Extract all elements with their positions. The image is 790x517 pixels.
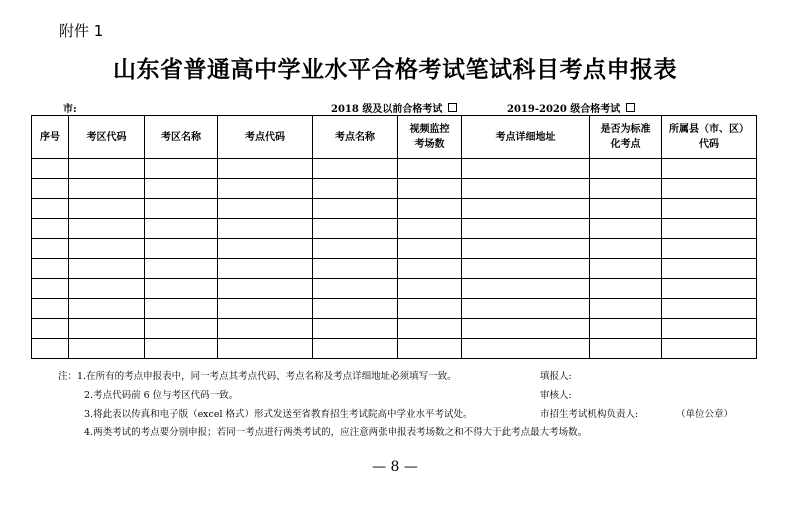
- application-table: [31, 115, 757, 359]
- table-cell[interactable]: [662, 199, 757, 219]
- table-cell[interactable]: [313, 319, 398, 339]
- table-cell[interactable]: [662, 339, 757, 359]
- table-cell[interactable]: [313, 179, 398, 199]
- table-cell[interactable]: [145, 179, 218, 199]
- column-header-text: 序号: [40, 131, 60, 143]
- table-cell[interactable]: [145, 339, 218, 359]
- note-1: 注：1.在所有的考点申报表中，同一考点其考点代码、考点名称及考点详细地址必须填写一致。: [58, 371, 457, 382]
- table-cell[interactable]: [218, 339, 313, 359]
- table-cell[interactable]: [462, 339, 590, 359]
- column-header-text: 考区名称: [161, 131, 201, 143]
- table-cell[interactable]: [32, 319, 69, 339]
- table-cell[interactable]: [32, 339, 69, 359]
- table-row: [32, 339, 757, 359]
- table-cell[interactable]: [662, 279, 757, 299]
- table-cell[interactable]: [218, 159, 313, 179]
- checkbox-2018[interactable]: [448, 103, 457, 112]
- column-header-text: 考点代码: [245, 131, 285, 143]
- checkbox-2019[interactable]: [626, 103, 635, 112]
- table-cell[interactable]: [313, 339, 398, 359]
- page-number: — 8 —: [372, 459, 418, 475]
- table-cell[interactable]: [32, 279, 69, 299]
- table-cell[interactable]: [462, 159, 590, 179]
- column-header-text: 考点详细地址: [495, 131, 556, 143]
- table-cell[interactable]: [398, 319, 462, 339]
- table-cell[interactable]: [590, 159, 662, 179]
- table-cell[interactable]: [69, 159, 145, 179]
- table-row: [32, 299, 757, 319]
- column-header-2: [145, 116, 218, 159]
- table-cell[interactable]: [32, 199, 69, 219]
- table-cell[interactable]: [145, 199, 218, 219]
- table-cell[interactable]: [462, 179, 590, 199]
- table-cell[interactable]: [662, 299, 757, 319]
- table-cell[interactable]: [462, 279, 590, 299]
- table-cell[interactable]: [590, 239, 662, 259]
- table-cell[interactable]: [398, 299, 462, 319]
- table-cell[interactable]: [218, 239, 313, 259]
- table-row: [32, 219, 757, 239]
- table-cell[interactable]: [69, 299, 145, 319]
- table-cell[interactable]: [398, 219, 462, 239]
- column-header-4: [313, 116, 398, 159]
- table-cell[interactable]: [398, 279, 462, 299]
- table-cell[interactable]: [145, 159, 218, 179]
- table-cell[interactable]: [32, 239, 69, 259]
- table-cell[interactable]: [145, 299, 218, 319]
- reviewer-label: 审核人:: [540, 390, 572, 401]
- column-header-text: 考点名称: [335, 131, 375, 143]
- table-row: [32, 319, 757, 339]
- note-4: 4.两类考试的考点要分别申报；若同一考点进行两类考试的，应注意两张申报表考场数之和不得大于此考点最大考场数。: [84, 427, 588, 438]
- table-row: [32, 279, 757, 299]
- table-cell[interactable]: [462, 199, 590, 219]
- table-cell[interactable]: [218, 319, 313, 339]
- table-cell[interactable]: [69, 239, 145, 259]
- option-2018-label: 2018 级及以前合格考试: [331, 104, 443, 115]
- table-cell[interactable]: [145, 219, 218, 239]
- column-header-text: 化考点: [610, 139, 641, 150]
- table-cell[interactable]: [32, 259, 69, 279]
- table-cell[interactable]: [398, 259, 462, 279]
- table-cell[interactable]: [218, 219, 313, 239]
- table-cell[interactable]: [590, 339, 662, 359]
- table-cell[interactable]: [590, 199, 662, 219]
- table-cell[interactable]: [398, 159, 462, 179]
- table-cell[interactable]: [313, 159, 398, 179]
- column-header-text: 视频监控: [409, 124, 450, 135]
- table-cell[interactable]: [32, 179, 69, 199]
- table-cell[interactable]: [662, 259, 757, 279]
- table-cell[interactable]: [398, 339, 462, 359]
- table-row: [32, 159, 757, 179]
- table-cell[interactable]: [590, 299, 662, 319]
- table-cell[interactable]: [462, 319, 590, 339]
- table-cell[interactable]: [32, 219, 69, 239]
- column-header-5: [398, 116, 462, 159]
- table-cell[interactable]: [145, 259, 218, 279]
- column-header-3: [218, 116, 313, 159]
- table-cell[interactable]: [218, 279, 313, 299]
- option-2019-label: 2019-2020 级合格考试: [507, 104, 621, 115]
- note-3: 3.将此表以传真和电子版（excel 格式）形式发送至省教育招生考试院高中学业水平考试处。: [84, 409, 473, 420]
- table-row: [32, 199, 757, 219]
- table-cell[interactable]: [69, 199, 145, 219]
- column-header-0: [32, 116, 69, 159]
- column-header-text: 考区代码: [86, 131, 127, 143]
- table-cell[interactable]: [69, 339, 145, 359]
- table-cell[interactable]: [313, 259, 398, 279]
- table-cell[interactable]: [145, 279, 218, 299]
- table-cell[interactable]: [590, 179, 662, 199]
- column-header-text: 所属县（市、区）: [669, 124, 749, 135]
- table-cell[interactable]: [145, 239, 218, 259]
- table-cell[interactable]: [462, 259, 590, 279]
- column-header-8: [662, 116, 757, 159]
- seal-label: （单位公章）: [676, 409, 734, 420]
- table-cell[interactable]: [662, 239, 757, 259]
- table-cell[interactable]: [218, 299, 313, 319]
- table-cell[interactable]: [590, 279, 662, 299]
- table-cell[interactable]: [313, 299, 398, 319]
- table-cell[interactable]: [69, 279, 145, 299]
- officer-label: 市招生考试机构负责人:: [540, 409, 639, 420]
- filler-label: 填报人:: [540, 371, 572, 382]
- option-2018: [331, 100, 457, 115]
- attachment-label: 附件 1: [59, 22, 104, 40]
- table-cell[interactable]: [398, 239, 462, 259]
- table-cell[interactable]: [218, 259, 313, 279]
- table-cell[interactable]: [398, 179, 462, 199]
- table-cell[interactable]: [462, 299, 590, 319]
- table-cell[interactable]: [590, 219, 662, 239]
- table-cell[interactable]: [313, 219, 398, 239]
- table-header-row: [32, 116, 757, 159]
- note-2: 2.考点代码前 6 位与考区代码一致。: [84, 390, 239, 401]
- table-cell[interactable]: [662, 319, 757, 339]
- column-header-6: [462, 116, 590, 159]
- column-header-7: [590, 116, 662, 159]
- table-cell[interactable]: [145, 319, 218, 339]
- column-header-text: 代码: [699, 139, 719, 150]
- table-cell[interactable]: [462, 239, 590, 259]
- table-row: [32, 239, 757, 259]
- table-cell[interactable]: [32, 299, 69, 319]
- document-title: 山东省普通高中学业水平合格考试笔试科目考点申报表: [113, 56, 677, 83]
- city-field-label: 市:: [63, 104, 77, 115]
- table-cell[interactable]: [69, 259, 145, 279]
- table-cell[interactable]: [218, 199, 313, 219]
- table-cell[interactable]: [69, 319, 145, 339]
- option-2019: [507, 100, 635, 115]
- table-cell[interactable]: [590, 319, 662, 339]
- table-cell[interactable]: [662, 219, 757, 239]
- column-header-1: [69, 116, 145, 159]
- table-cell[interactable]: [69, 179, 145, 199]
- table-cell[interactable]: [313, 279, 398, 299]
- table-cell[interactable]: [398, 199, 462, 219]
- table-cell[interactable]: [69, 219, 145, 239]
- table-cell[interactable]: [218, 179, 313, 199]
- column-header-text: 是否为标准: [600, 124, 651, 135]
- table-cell[interactable]: [32, 159, 69, 179]
- table-cell[interactable]: [662, 179, 757, 199]
- table-cell[interactable]: [662, 159, 757, 179]
- table-row: [32, 259, 757, 279]
- table-cell[interactable]: [313, 239, 398, 259]
- table-row: [32, 179, 757, 199]
- column-header-text: 考场数: [414, 139, 445, 150]
- table-cell[interactable]: [590, 259, 662, 279]
- table-cell[interactable]: [462, 219, 590, 239]
- table-cell[interactable]: [313, 199, 398, 219]
